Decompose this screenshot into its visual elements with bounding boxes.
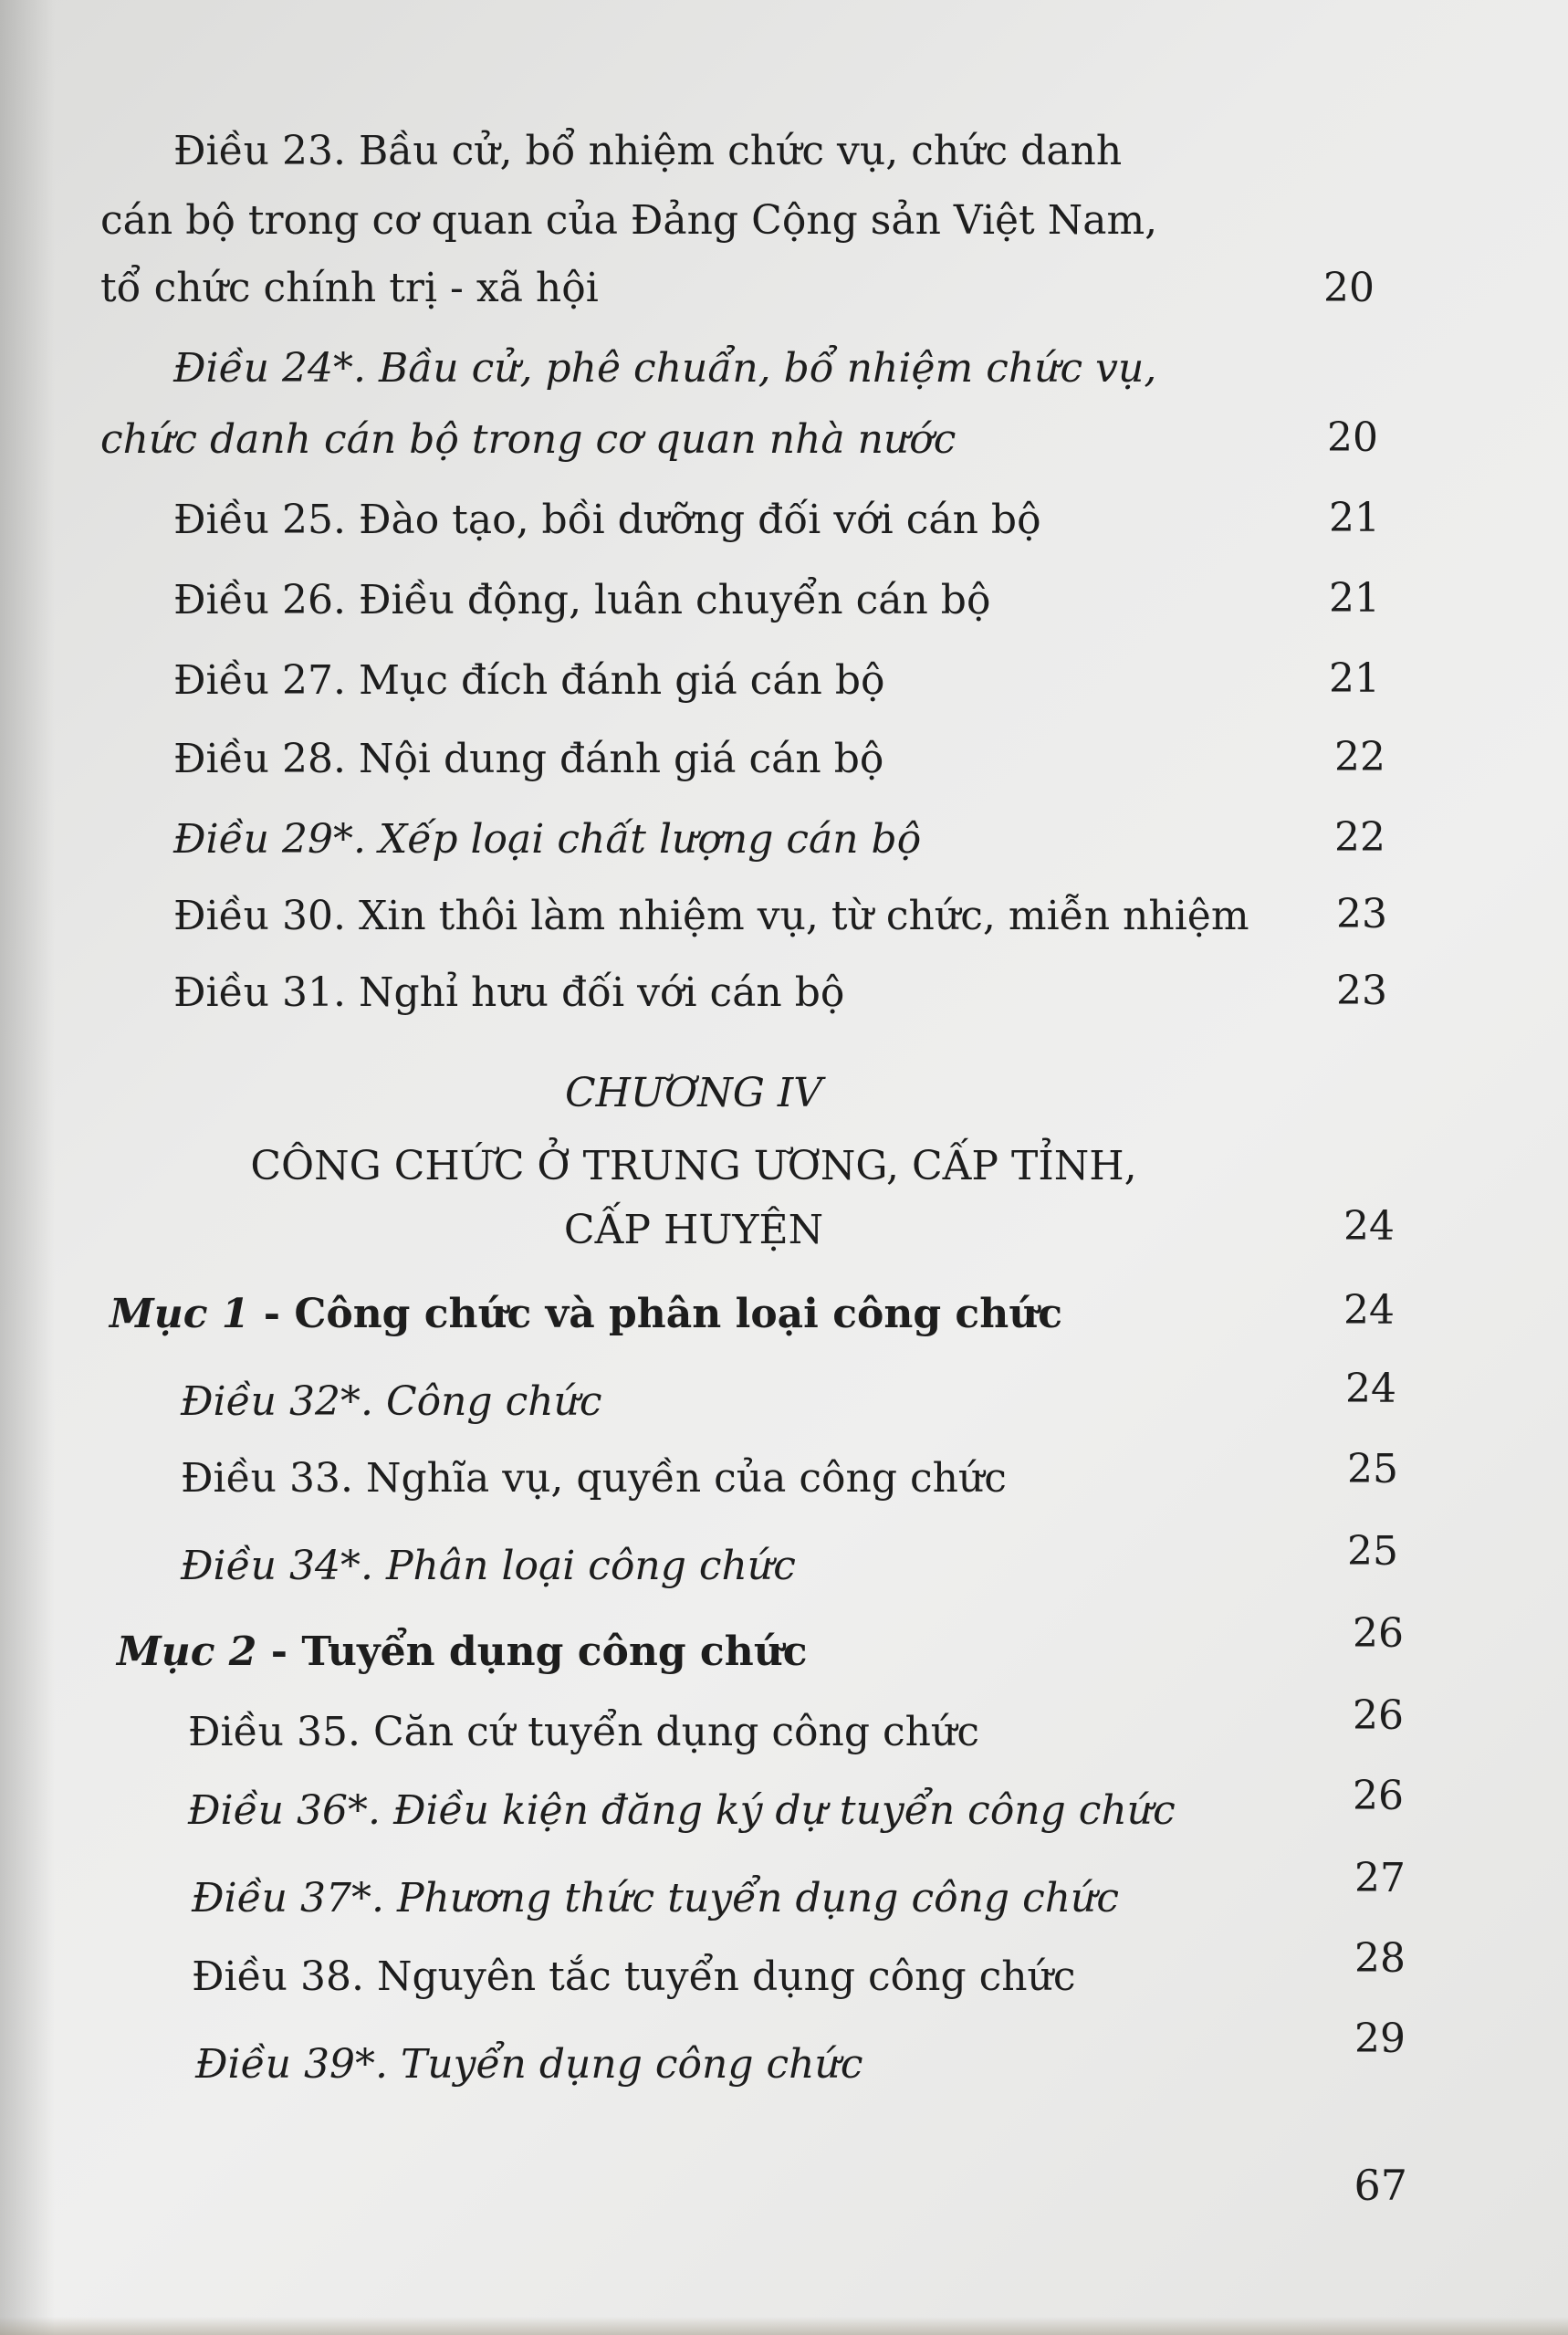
- section-1-prefix: Mục 1: [110, 1291, 250, 1337]
- toc-entry-31: Điều 31. Nghỉ hưu đối với cán bộ: [173, 969, 845, 1016]
- toc-entry-36: Điều 36*. Điều kiện đăng ký dự tuyển công chức: [188, 1787, 1176, 1834]
- toc-page-36: 26: [1353, 1773, 1404, 1819]
- toc-entry-34: Điều 34*. Phân loại công chức: [181, 1543, 796, 1589]
- section-1-page: 24: [1343, 1287, 1395, 1334]
- section-2-prefix: Mục 2: [117, 1628, 257, 1675]
- toc-entry-23-line3: tổ chức chính trị - xã hội: [100, 265, 599, 311]
- toc-page-39: 29: [1354, 2016, 1406, 2062]
- toc-page-38: 28: [1354, 1935, 1406, 1982]
- toc-entry-26: Điều 26. Điều động, luân chuyển cán bộ: [173, 577, 991, 623]
- toc-entry-27: Điều 27. Mục đích đánh giá cán bộ: [173, 657, 885, 704]
- toc-entry-24-line1: Điều 24*. Bầu cử, phê chuẩn, bổ nhiệm chức vụ,: [173, 345, 1157, 392]
- toc-entry-38: Điều 38. Nguyên tắc tuyển dụng công chức: [192, 1953, 1076, 2000]
- toc-page-23: 20: [1323, 265, 1375, 311]
- chapter-number: CHƯƠNG IV: [565, 1070, 822, 1116]
- section-1-heading: [110, 1289, 1062, 1340]
- toc-page-24: 20: [1327, 414, 1378, 461]
- toc-page-35: 26: [1353, 1692, 1404, 1739]
- page-bottom-edge: [0, 2317, 1568, 2335]
- toc-page-31: 23: [1336, 968, 1387, 1014]
- toc-entry-33: Điều 33. Nghĩa vụ, quyền của công chức: [181, 1455, 1007, 1502]
- toc-entry-23-line1: Điều 23. Bầu cử, bổ nhiệm chức vụ, chức danh: [173, 128, 1123, 174]
- toc-entry-32: Điều 32*. Công chức: [181, 1378, 602, 1425]
- chapter-title-line2: CẤP HUYỆN: [563, 1207, 824, 1253]
- toc-entry-24-line2: chức danh cán bộ trong cơ quan nhà nước: [100, 416, 956, 463]
- toc-entry-30: Điều 30. Xin thôi làm nhiệm vụ, từ chức, miễn nhiệm: [173, 893, 1249, 939]
- toc-page-33: 25: [1347, 1446, 1398, 1492]
- section-2-title: - Tuyển dụng công chức: [256, 1628, 808, 1675]
- toc-entry-35: Điều 35. Căn cứ tuyển dụng công chức: [188, 1709, 979, 1755]
- toc-page-27: 21: [1329, 655, 1380, 702]
- chapter-title-line1: CÔNG CHỨC Ở TRUNG ƯƠNG, CẤP TỈNH,: [250, 1143, 1137, 1189]
- toc-page-34: 25: [1347, 1528, 1398, 1575]
- toc-page-25: 21: [1329, 495, 1380, 541]
- toc-entry-39: Điều 39*. Tuyển dụng công chức: [195, 2041, 863, 2088]
- toc-entry-25: Điều 25. Đào tạo, bồi dưỡng đối với cán bộ: [173, 497, 1041, 543]
- section-2-heading: [117, 1627, 808, 1678]
- toc-page-32: 24: [1345, 1366, 1396, 1412]
- toc-page-37: 27: [1354, 1855, 1406, 1901]
- toc-page-26: 21: [1329, 575, 1380, 622]
- section-2-page: 26: [1353, 1610, 1404, 1657]
- chapter-page: 24: [1343, 1203, 1395, 1250]
- toc-entry-37: Điều 37*. Phương thức tuyển dụng công chức: [192, 1875, 1120, 1921]
- toc-page-29: 22: [1334, 814, 1385, 861]
- toc-entry-23-line2: cán bộ trong cơ quan của Đảng Cộng sản Việt Nam,: [100, 197, 1158, 244]
- toc-page-28: 22: [1334, 734, 1385, 780]
- page-left-shadow: [0, 0, 55, 2335]
- toc-entry-29: Điều 29*. Xếp loại chất lượng cán bộ: [173, 816, 922, 863]
- toc-entry-28: Điều 28. Nội dung đánh giá cán bộ: [173, 736, 884, 782]
- section-1-title: - Công chức và phân loại công chức: [249, 1291, 1062, 1337]
- toc-page-30: 23: [1336, 891, 1387, 937]
- page-number: 67: [1354, 2161, 1407, 2210]
